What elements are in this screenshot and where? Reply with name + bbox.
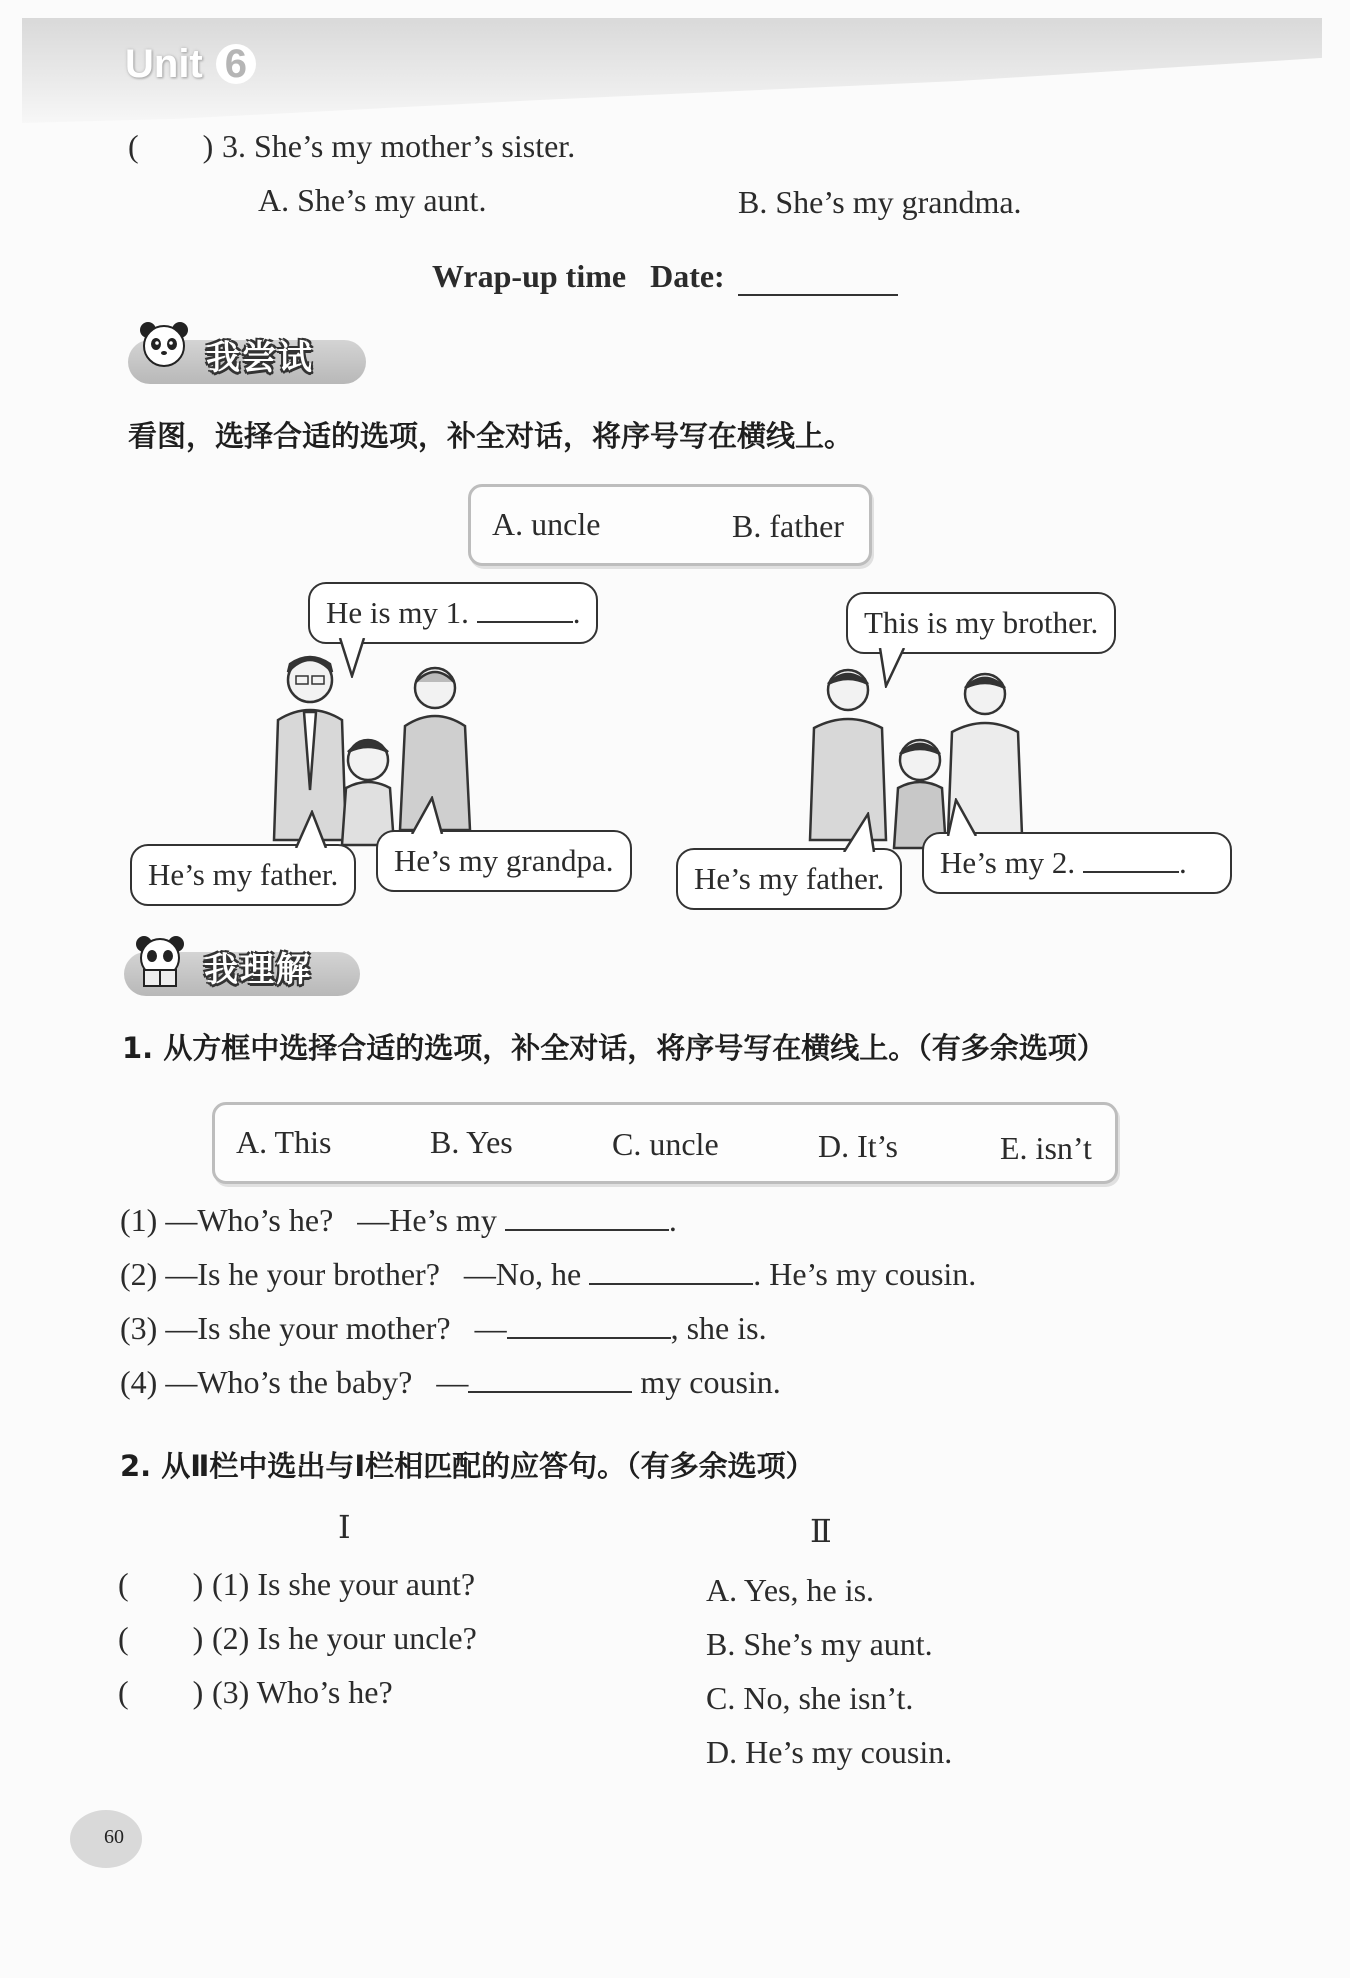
answer-paren[interactable]: ( ): [118, 1620, 204, 1656]
family-illustration-left: [250, 640, 500, 850]
speech-bubble-right-top: This is my brother.: [846, 592, 1116, 654]
answer-blank[interactable]: [507, 1337, 671, 1339]
match-answer: A. Yes, he is.: [706, 1572, 875, 1608]
match-question: (1) Is she your aunt?: [212, 1566, 476, 1602]
instruction-q1: 1. 从方框中选择合适的选项，补全对话，将序号写在横线上。（有多余选项）: [122, 1031, 1106, 1065]
speech-bubble-left-grandpa: He’s my grandpa.: [376, 830, 632, 892]
match-question: (2) Is he your uncle?: [212, 1620, 477, 1656]
bubble-tail: [944, 798, 984, 836]
speech-bubble-right-answer: He’s my 2. .: [922, 832, 1232, 894]
answer-blank[interactable]: [589, 1283, 753, 1285]
option-uncle: A. uncle: [492, 506, 601, 542]
option-a: A. She’s my aunt.: [258, 182, 487, 218]
dialogue-item: (3) —Is she your mother? — , she is.: [120, 1310, 767, 1346]
panda-icon: [136, 318, 192, 374]
wrap-up-title: Wrap-up time Date:: [432, 258, 725, 294]
section-title-try: 我尝试: [206, 338, 314, 378]
speech-bubble-left-father: He’s my father.: [130, 844, 356, 906]
panda-reading-icon: [132, 932, 188, 988]
bubble-tail: [878, 648, 908, 688]
dialogue-item: (2) —Is he your brother? —No, he . He’s my cousin.: [120, 1256, 977, 1292]
answer-blank-2[interactable]: [1083, 871, 1179, 873]
option-uncle: C. uncle: [612, 1126, 719, 1162]
option-isnt: E. isn’t: [1000, 1130, 1092, 1166]
option-this: A. This: [236, 1124, 332, 1160]
option-father: B. father: [732, 508, 844, 544]
section-title-understand: 我理解: [204, 950, 312, 990]
match-question: (3) Who’s he?: [212, 1674, 393, 1710]
unit-number: 6: [216, 44, 256, 84]
speech-bubble-left-top: He is my 1. .: [308, 582, 598, 644]
match-answer: D. He’s my cousin.: [706, 1734, 953, 1770]
speech-bubble-right-father: He’s my father.: [676, 848, 902, 910]
answer-paren[interactable]: ( ): [128, 128, 214, 164]
option-b: B. She’s my grandma.: [738, 184, 1022, 220]
bubble-tail: [292, 810, 332, 848]
column-header-1: Ⅰ: [338, 1509, 351, 1545]
answer-blank-1[interactable]: [477, 621, 573, 623]
dialogue-item: (4) —Who’s the baby? — my cousin.: [120, 1364, 781, 1400]
family-illustration-right: [800, 650, 1040, 850]
option-its: D. It’s: [818, 1128, 898, 1164]
answer-paren[interactable]: ( ): [118, 1674, 204, 1710]
date-blank[interactable]: [738, 294, 898, 296]
match-answer: C. No, she isn’t.: [706, 1680, 914, 1716]
answer-paren[interactable]: ( ): [118, 1566, 204, 1602]
bubble-tail: [338, 638, 368, 678]
answer-blank[interactable]: [468, 1391, 632, 1393]
question-3: 3. She’s my mother’s sister.: [222, 128, 576, 164]
match-answer: B. She’s my aunt.: [706, 1626, 933, 1662]
instruction-q2: 2. 从Ⅱ栏中选出与Ⅰ栏相匹配的应答句。（有多余选项）: [120, 1449, 815, 1483]
bubble-tail: [408, 796, 448, 834]
dialogue-item: (1) —Who’s he? —He’s my .: [120, 1202, 677, 1238]
page-number: 60: [104, 1826, 124, 1848]
unit-label: Unit 6: [125, 42, 256, 87]
option-yes: B. Yes: [430, 1124, 513, 1160]
column-header-2: Ⅱ: [810, 1513, 832, 1549]
bubble-tail: [840, 812, 880, 852]
instruction-try: 看图，选择合适的选项，补全对话，将序号写在横线上。: [128, 419, 854, 453]
answer-blank[interactable]: [505, 1229, 669, 1231]
